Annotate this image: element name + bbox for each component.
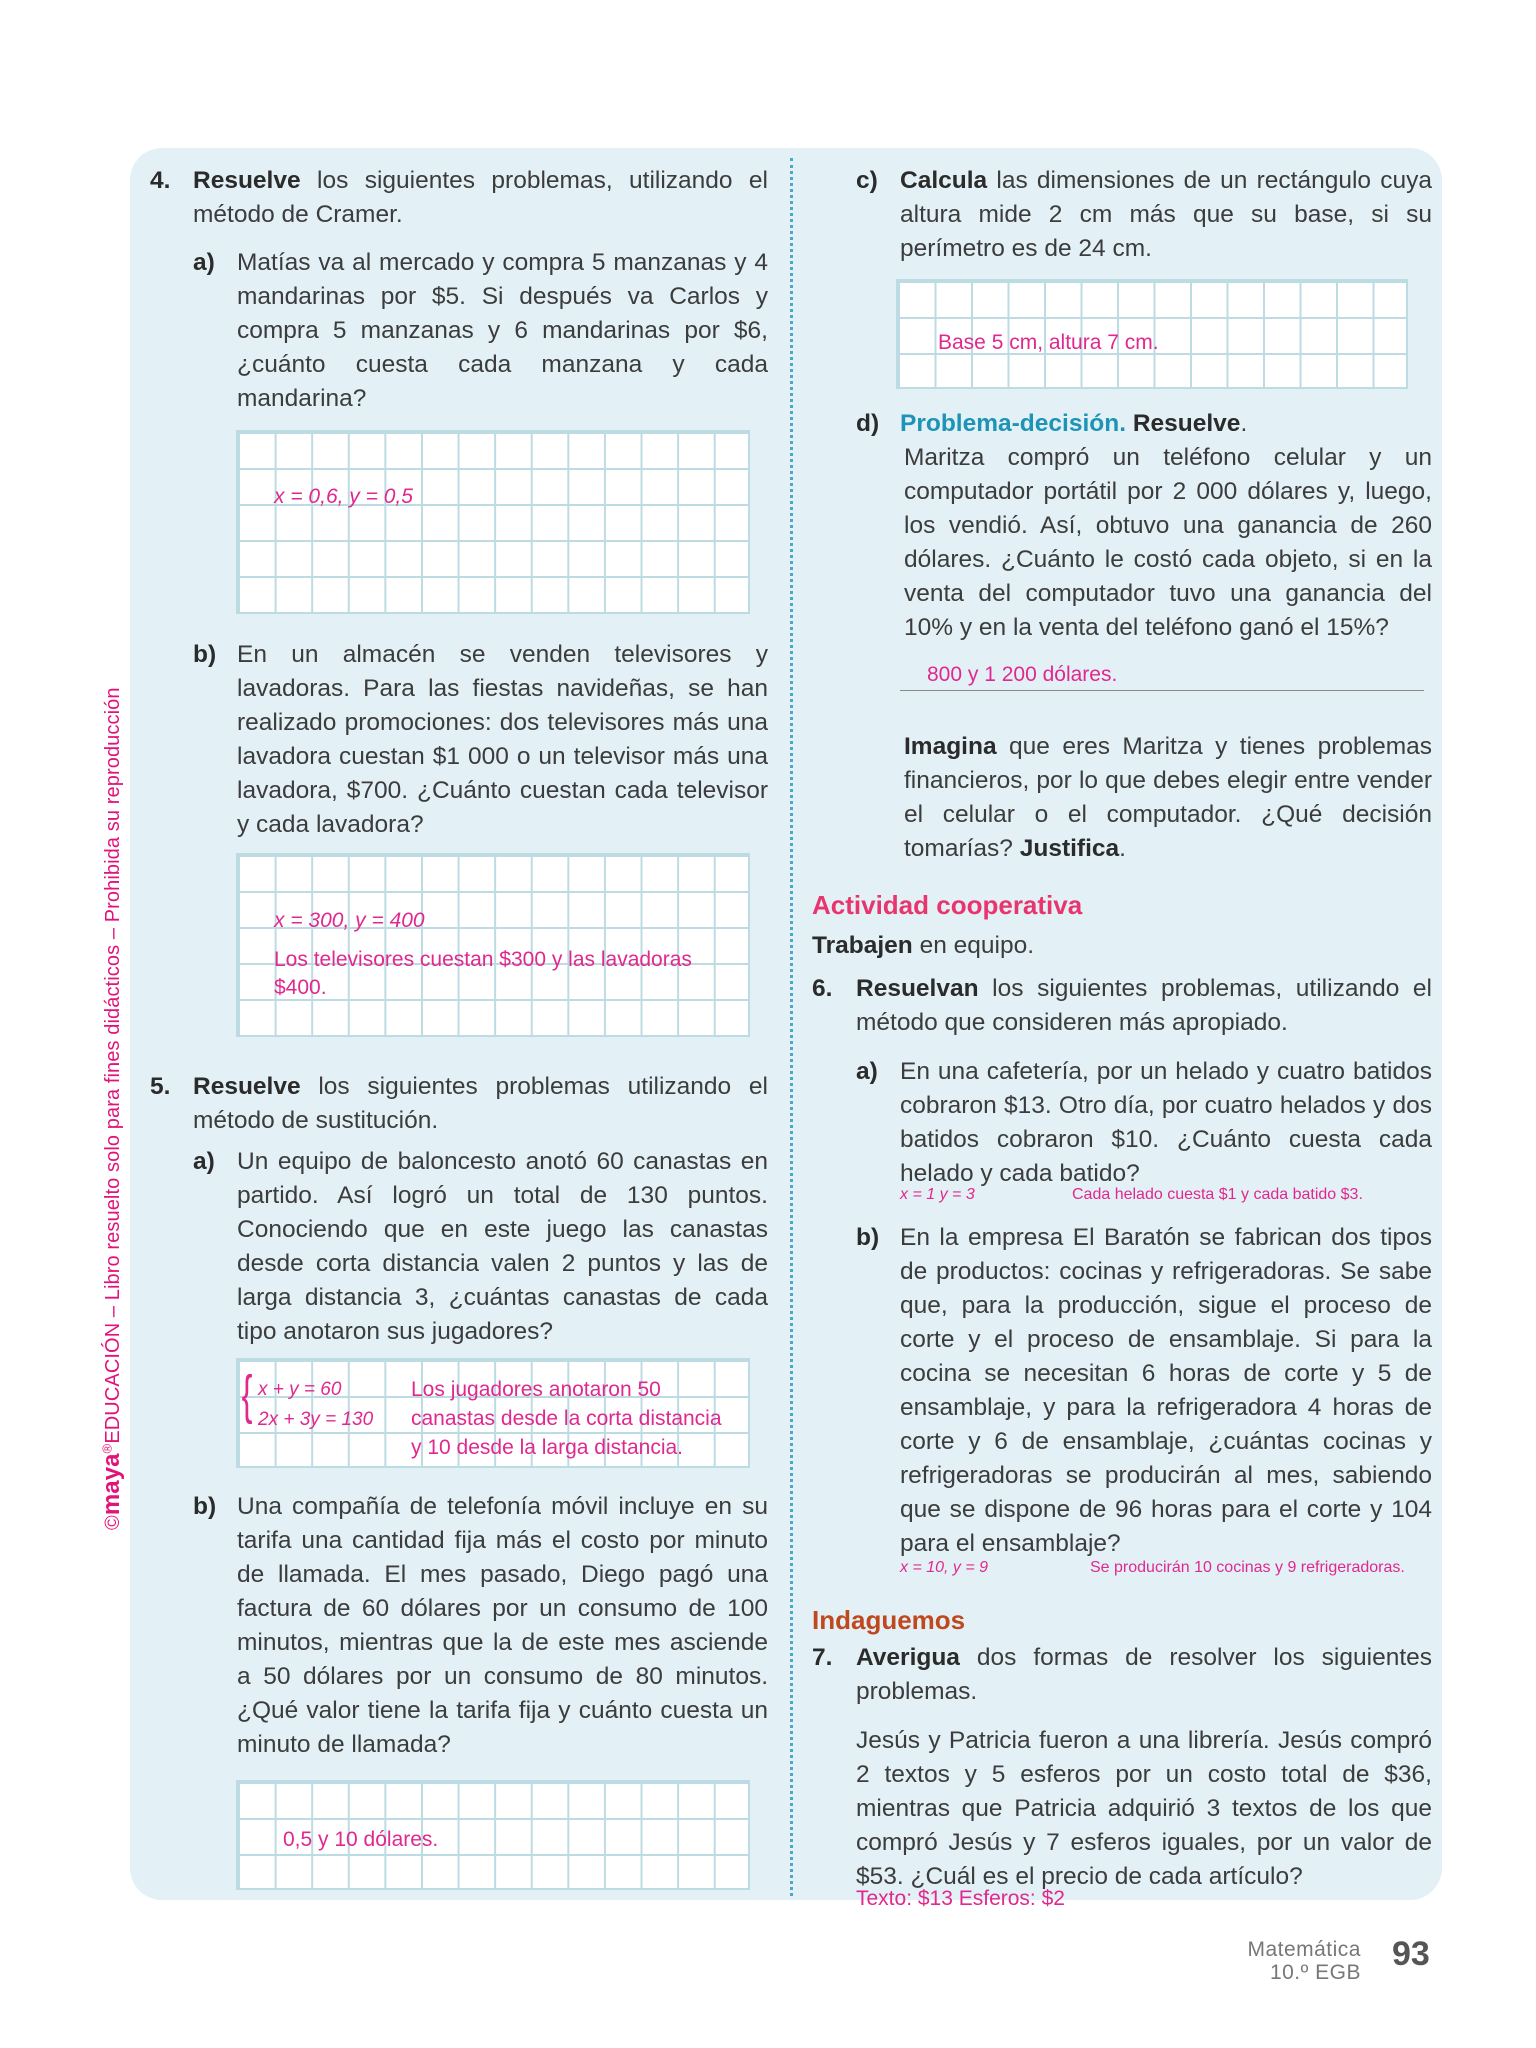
exercise-5b-text: Una compañía de telefonía móvil incluye en su tarifa una cantidad fija más el costo por minuto de llamada. El mes pasado, Diego pagó una factura de 60 dólares por un consumo de 100 minutos, mientras que la de este mes asciende a 50 dólares por un consumo de 80 minutos. ¿Qué valor tiene la tarifa fija y cuánto cuesta un minuto de llamada? [237, 1493, 768, 1758]
answer-4a: x = 0,6, y = 0,5 [274, 485, 413, 508]
exercise-5-verb: Resuelve [193, 1073, 301, 1100]
answer-4c: Base 5 cm, altura 7 cm. [938, 331, 1159, 354]
answer-5a-line-3: y 10 desde la larga distancia. [411, 1436, 684, 1459]
brand-logo: maya [98, 1453, 125, 1516]
exercise-5a-text: Un equipo de baloncesto anotó 60 canastas en partido. Así logró un total de 130 puntos. Conociendo que en este juego las canastas desde corta distancia valen 2 puntos y las de larga distancia 3, ¿cuántas canastas de cada tipo anotaron sus jugadores? [237, 1148, 768, 1345]
answer-6b-equation: x = 10, y = 9 [900, 1559, 989, 1576]
answer-4b-equation: x = 300, y = 400 [274, 909, 425, 932]
answer-7: Texto: $13 Esferos: $2 [856, 1887, 1065, 1910]
exercise-4a-text: Matías va al mercado y compra 5 manzanas y 4 mandarinas por $5. Si después va Carlos y compra 5 manzanas y 6 mandarinas por $6, ¿cuánto cuesta cada manzana y cada mandarina? [237, 249, 768, 412]
answer-6b-text: Se producirán 10 cocinas y 9 refrigeradoras. [1090, 1559, 1405, 1576]
registered-symbol: ® [99, 1443, 115, 1454]
answer-4d: 800 y 1 200 dólares. [927, 663, 1118, 686]
exercise-7-instruction: Averigua dos formas de resolver los siguientes problemas. [856, 1644, 1432, 1705]
answer-6a-text: Cada helado cuesta $1 y cada batido $3. [1072, 1186, 1363, 1203]
exercise-5-instruction [193, 1070, 768, 1138]
exercise-4d-text: Maritza compró un teléfono celular y un computador portátil por 2 000 dólares y, luego, los vendió. Así, obtuvo una ganancia de 260 dólares. ¿Cuánto le costó cada objeto, si en la venta del computador tuvo una ganancia del 10% y en la venta del teléfono ganó el 15%? [904, 444, 1432, 641]
exercise-4-verb: Resuelve [193, 167, 301, 194]
footer-subject [1247, 1938, 1361, 1984]
answer-grid-4b[interactable] [236, 853, 750, 1037]
answer-4b-line-2: $400. [274, 976, 327, 999]
exercise-4b-letter: b) [193, 641, 217, 668]
exercise-4a-letter: a) [193, 249, 215, 276]
exercise-4d-letter: d) [856, 410, 880, 437]
exercise-4c-verb: Calcula [900, 167, 988, 194]
exercise-4d-verb: Resuelve [1132, 410, 1241, 437]
column-divider [790, 158, 793, 1896]
imagine-prompt: Imagina que eres Maritza y tienes problemas financieros, por lo que debes elegir entre vender el celular o el computador. ¿Qué decisión tomarías? Justifica. [904, 733, 1432, 862]
exercise-6a-letter: a) [856, 1058, 878, 1085]
exercise-5a-letter: a) [193, 1148, 215, 1175]
system-brace: { [241, 1365, 253, 1425]
answer-5b: 0,5 y 10 dólares. [283, 1828, 439, 1851]
exercise-7-text: Jesús y Patricia fueron a una librería. Jesús compró 2 textos y 5 esferos por un costo total de $36, mientras que Patricia adquirió 3 textos de los que compró Jesús y 7 esferos iguales, por un valor de $53. ¿Cuál es el precio de cada artículo? [856, 1727, 1432, 1890]
grade-level: 10.º EGB [1269, 1961, 1361, 1984]
exercise-6b-letter: b) [856, 1224, 880, 1251]
answer-line-4d[interactable] [900, 690, 1424, 691]
exercise-6b-text: En la empresa El Baratón se fabrican dos tipos de productos: cocinas y refrigeradoras. Se sabe que, para la producción, sigue el proceso de corte y el proceso de ensamblaje. Si para la cocina se necesitan 6 horas de corte y 5 de ensamblaje, y para la refrigeradora 4 horas de corte y 6 de ensamblaje, ¿cuántas cocinas y refrigeradoras se producirán al mes, sabiendo que se dispone de 96 horas para el corte y 104 para el ensamblaje? [900, 1224, 1432, 1557]
answer-6a-equation: x = 1 y = 3 [900, 1186, 975, 1203]
answer-5a-equation-2: 2x + 3y = 130 [258, 1409, 374, 1430]
answer-5a-line-1: Los jugadores anotaron 50 [411, 1378, 661, 1401]
answer-grid-4a[interactable] [236, 430, 750, 614]
subject-name: Matemática [1247, 1938, 1361, 1961]
exercise-5-text: los siguientes problemas utilizando el método de sustitución. [193, 1073, 768, 1134]
page-number: 93 [1392, 1935, 1430, 1973]
exercise-5-number: 5. [150, 1073, 171, 1100]
exercise-4c-text: Calcula las dimensiones de un rectángulo cuya altura mide 2 cm más que su base, si su perímetro es de 24 cm. [900, 167, 1432, 262]
exercise-4-text: los siguientes problemas, utilizando el método de Cramer. [193, 167, 768, 228]
exercise-6-instruction: Resuelvan los siguientes problemas, utilizando el método que consideren más apropiado. [856, 975, 1432, 1036]
answer-4b-line-1: Los televisores cuestan $300 y las lavadoras [274, 948, 692, 971]
answer-5a-line-2: canastas desde la corta distancia [411, 1407, 722, 1430]
copyright-text: EDUCACIÓN – Libro resuelto solo para fines didácticos – Prohibida su reproducción [102, 687, 124, 1444]
exercise-6a-text: En una cafetería, por un helado y cuatro batidos cobraron $13. Otro día, por cuatro helados y dos batidos cobraron $10. ¿Cuánto cuesta cada helado y cada batido? [900, 1058, 1432, 1187]
copyright-sidebar [98, 687, 126, 1530]
answer-5a-equation-1: x + y = 60 [258, 1379, 342, 1400]
inquiry-heading: Indaguemos [812, 1605, 966, 1635]
justify-verb: Justifica [1019, 835, 1120, 862]
imagine-verb: Imagina [904, 733, 997, 760]
cooperative-activity-heading: Actividad cooperativa [812, 890, 1083, 920]
exercise-7-number: 7. [812, 1644, 833, 1671]
exercise-4b-text: En un almacén se venden televisores y lavadoras. Para las fiestas navideñas, se han realizado promociones: dos televisores más una lavadora cuestan $1 000 o un televisor más una lavadora, $700. ¿Cuánto cuestan cada televisor y cada lavadora? [237, 641, 768, 838]
copyright-symbol: © [102, 1515, 124, 1530]
exercise-5b-letter: b) [193, 1493, 217, 1520]
exercise-4-instruction [193, 164, 768, 232]
problem-decision-label: Problema-decisión [900, 410, 1120, 437]
cooperative-intro: Trabajen en equipo. [812, 932, 1035, 959]
exercise-4-number: 4. [150, 167, 171, 194]
exercise-6-number: 6. [812, 975, 833, 1002]
exercise-4d-title: Problema-decisión. Resuelve. [900, 410, 1248, 437]
exercise-4c-letter: c) [856, 167, 878, 194]
